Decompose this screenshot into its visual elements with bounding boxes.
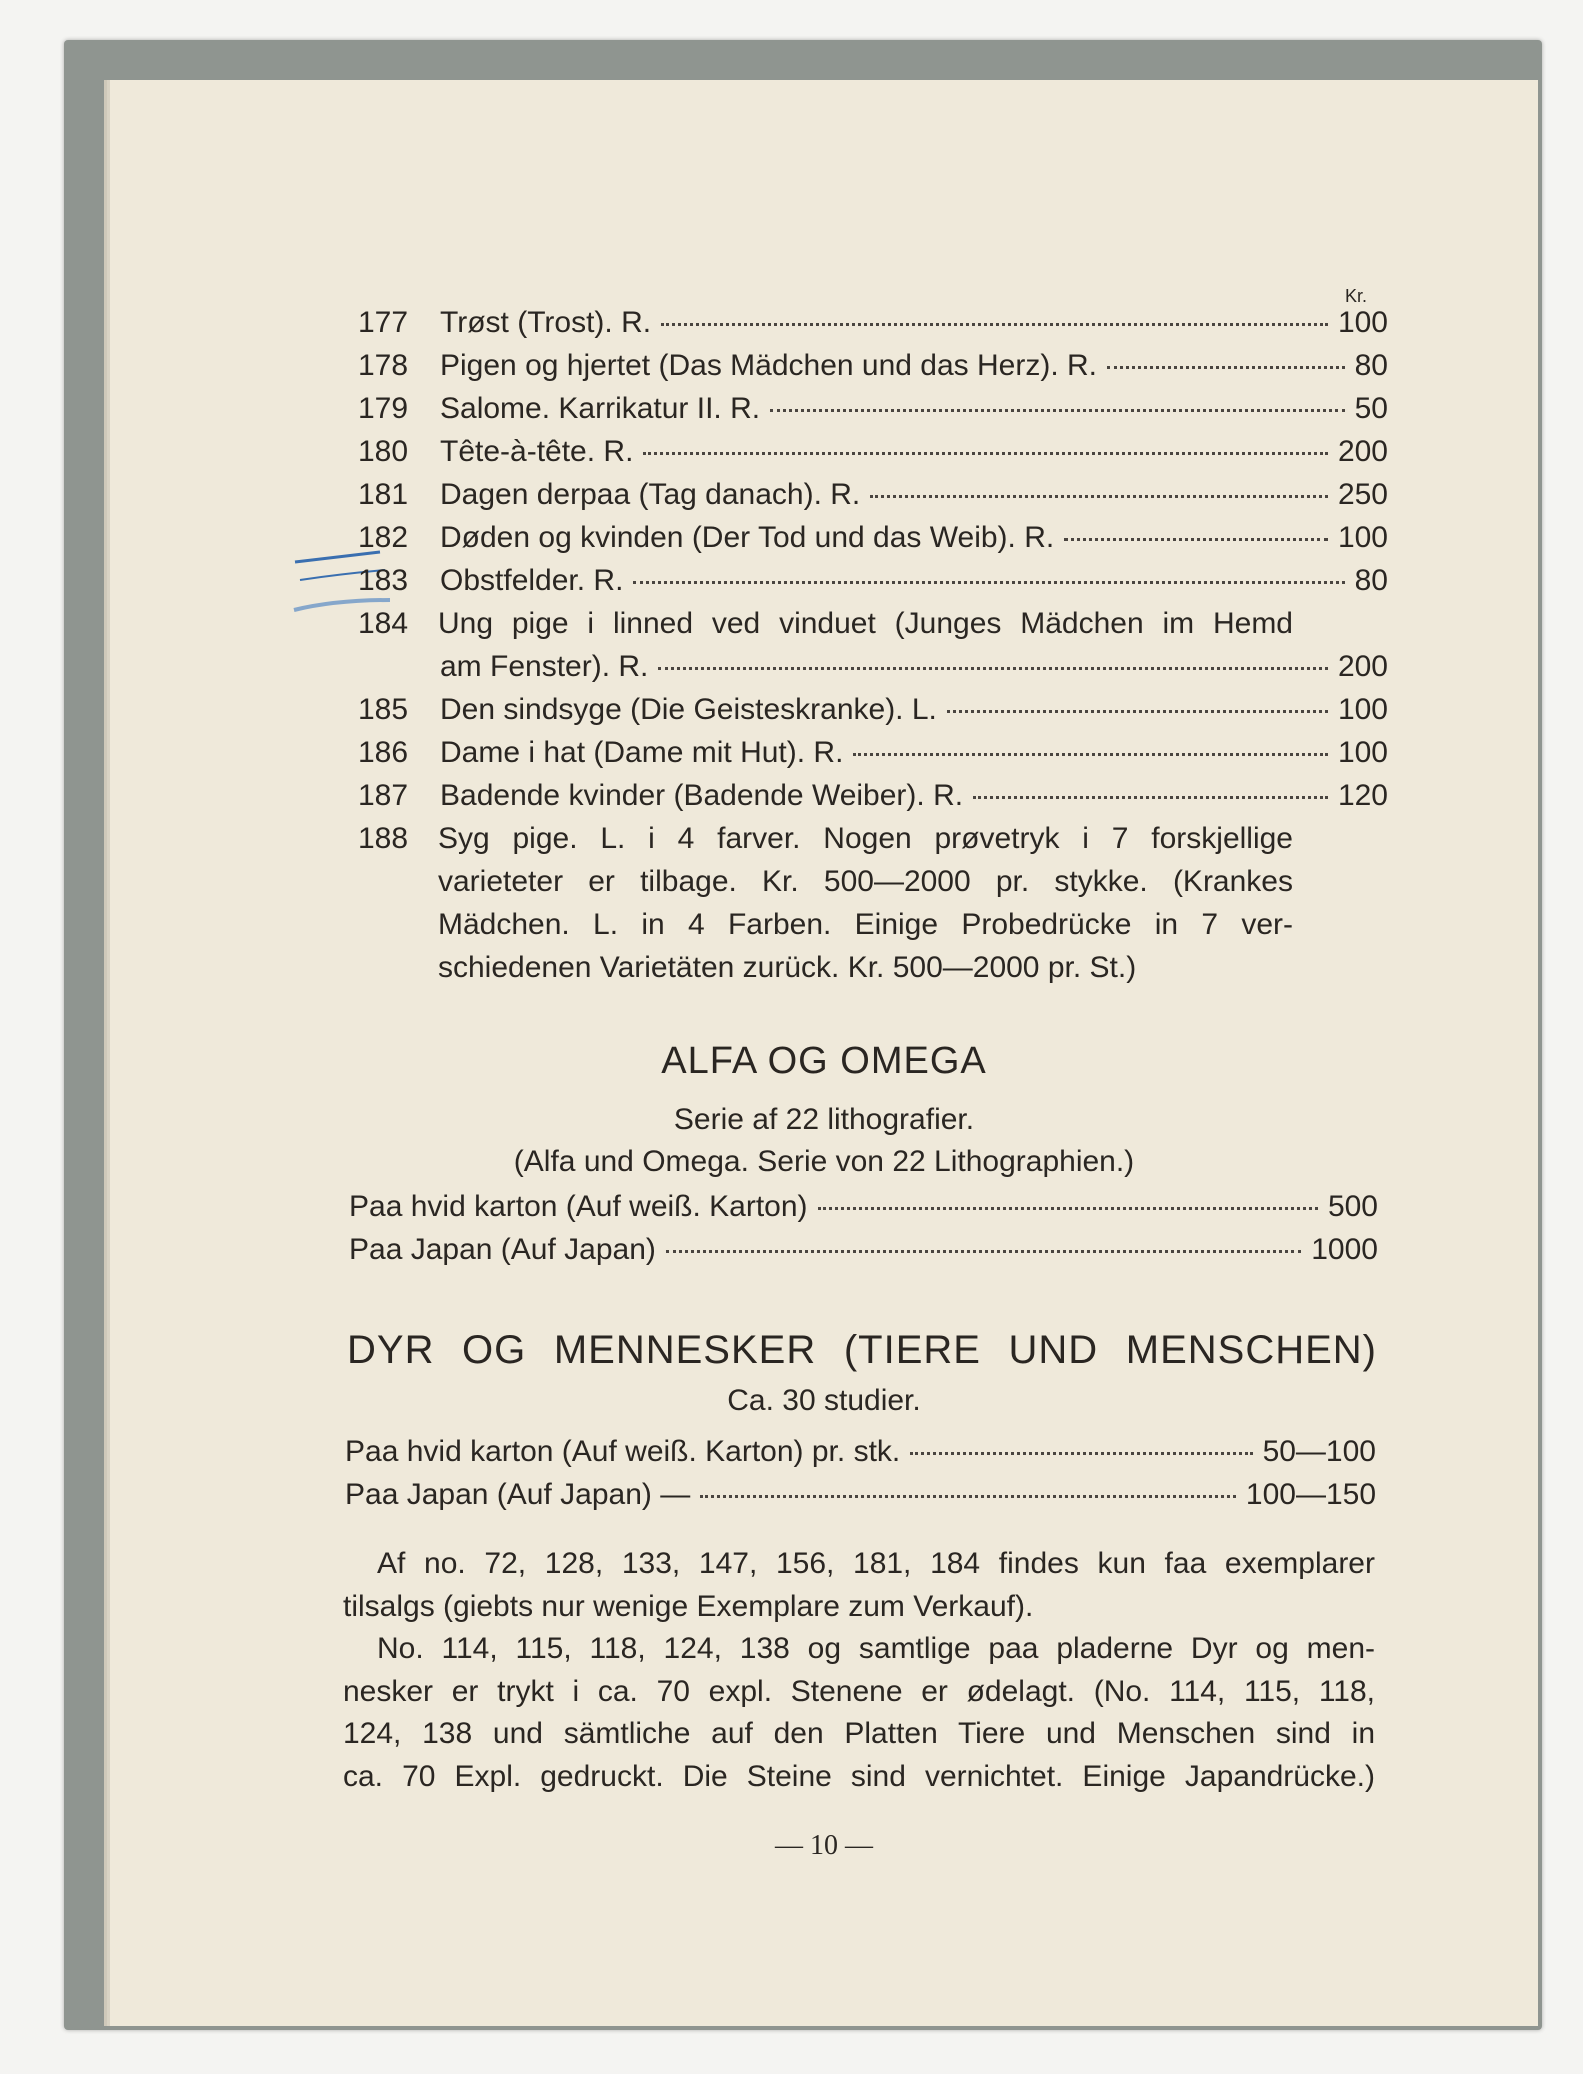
entry-number: 184 [358, 607, 409, 640]
entry-number: 186 [358, 736, 409, 769]
note-line: 124, 138 und sämtliche auf den Platten Tiere und Menschen sind in [343, 1717, 1375, 1750]
section-heading-alfa: ALFA OG OMEGA [661, 1040, 987, 1082]
entry-line-label: Obstfelder. R. [440, 564, 624, 597]
entry-number: 177 [358, 306, 409, 339]
dot-leader [870, 495, 1328, 498]
alfa-item [349, 1233, 1378, 1267]
entry-line [440, 650, 1388, 684]
entry-line-label: am Fenster). R. [440, 650, 649, 683]
entry-line [440, 779, 1388, 813]
note-line: No. 114, 115, 118, 124, 138 og samtlige paa pladerne Dyr og men- [377, 1632, 1375, 1665]
alfa-subtitle: Serie af 22 lithografier. [673, 1103, 975, 1136]
entry-line-price: 200 [1337, 650, 1388, 683]
dyr-item-price: 50—100 [1262, 1435, 1376, 1468]
entry-number: 179 [358, 392, 409, 425]
alfa-subtitle-de: (Alfa und Omega. Serie von 22 Lithographien.) [513, 1145, 1135, 1178]
entry-line [440, 521, 1388, 555]
entry-number: 187 [358, 779, 409, 812]
entry-number: 181 [358, 478, 409, 511]
dot-leader [661, 323, 1328, 326]
dot-leader [643, 452, 1328, 455]
entry-number: 188 [358, 822, 409, 855]
dot-leader [818, 1207, 1318, 1210]
entry-line-label: Den sindsyge (Die Geisteskranke). L. [440, 693, 937, 726]
entry-line-price: 100 [1337, 736, 1388, 769]
alfa-item-price: 500 [1327, 1190, 1378, 1223]
entry-line-label: Tête-à-tête. R. [440, 435, 634, 468]
dot-leader [947, 710, 1328, 713]
page-number: — 10 — [775, 1830, 873, 1861]
dyr-item-price: 100—150 [1245, 1478, 1376, 1511]
entry-line [440, 392, 1388, 426]
entry-line-price: 80 [1354, 349, 1388, 382]
entry-line [440, 478, 1388, 512]
entry-line-label: Salome. Karrikatur II. R. [440, 392, 761, 425]
section-heading-dyr: DYR OG MENNESKER (TIERE UND MENSCHEN) [347, 1328, 1377, 1372]
dot-leader [666, 1250, 1301, 1253]
alfa-item [349, 1190, 1378, 1224]
dyr-item-label: Paa hvid karton (Auf weiß. Karton) pr. stk. [345, 1435, 901, 1468]
dot-leader [700, 1495, 1236, 1498]
dot-leader [658, 667, 1328, 670]
entry-line-price: 50 [1354, 392, 1388, 425]
entry-line [440, 693, 1388, 727]
alfa-item-label: Paa Japan (Auf Japan) [349, 1233, 656, 1266]
entry-line-label: Badende kvinder (Badende Weiber). R. [440, 779, 964, 812]
alfa-item-price: 1000 [1311, 1233, 1378, 1266]
dot-leader [910, 1452, 1252, 1455]
entry-line-label: Dame i hat (Dame mit Hut). R. [440, 736, 844, 769]
dot-leader [770, 409, 1345, 412]
dyr-item [345, 1478, 1376, 1512]
entry-line: Ung pige i linned ved vinduet (Junges Mädchen im Hemd [438, 607, 1293, 640]
dot-leader [853, 753, 1328, 756]
entry-line [440, 435, 1388, 469]
entry-line-price: 250 [1337, 478, 1388, 511]
entry-line: varieteter er tilbage. Kr. 500—2000 pr. stykke. (Krankes [438, 865, 1293, 898]
entry-line [440, 736, 1388, 770]
entry-line-price: 120 [1337, 779, 1388, 812]
entry-line-label: Dagen derpaa (Tag danach). R. [440, 478, 861, 511]
entry-number: 183 [358, 564, 409, 597]
entry-line [440, 564, 1388, 598]
entry-number: 185 [358, 693, 409, 726]
note-line: Af no. 72, 128, 133, 147, 156, 181, 184 findes kun faa exemplarer [377, 1547, 1375, 1580]
entry-line-price: 100 [1337, 306, 1388, 339]
dot-leader [1064, 538, 1328, 541]
entry-line: Mädchen. L. in 4 Farben. Einige Probedrücke in 7 ver- [438, 908, 1293, 941]
currency-header: Kr. [1345, 286, 1368, 306]
entry-line [440, 349, 1388, 383]
dyr-item [345, 1435, 1376, 1469]
entry-line-label: Trøst (Trost). R. [440, 306, 652, 339]
dot-leader [973, 796, 1328, 799]
entry-line-label: Døden og kvinden (Der Tod und das Weib). R. [440, 521, 1055, 554]
entry-line-label: Pigen og hjertet (Das Mädchen und das Herz). R. [440, 349, 1097, 382]
alfa-item-label: Paa hvid karton (Auf weiß. Karton) [349, 1190, 808, 1223]
entry-number: 180 [358, 435, 409, 468]
entry-number: 182 [358, 521, 409, 554]
dyr-subtitle: Ca. 30 studier. [727, 1384, 921, 1417]
entry-number: 178 [358, 349, 409, 382]
entry-line: Syg pige. L. i 4 farver. Nogen prøvetryk i 7 forskjellige [438, 822, 1293, 855]
note-line: nesker er trykt i ca. 70 expl. Stenene er ødelagt. (No. 114, 115, 118, [343, 1674, 1375, 1708]
entry-line-price: 200 [1337, 435, 1388, 468]
entry-line [440, 306, 1388, 340]
note-line: ca. 70 Expl. gedruckt. Die Steine sind vernichtet. Einige Japandrücke.) [343, 1759, 1375, 1793]
dot-leader [633, 581, 1344, 584]
dyr-item-label: Paa Japan (Auf Japan) — [345, 1478, 691, 1511]
entry-line-price: 100 [1337, 693, 1388, 726]
entry-line-price: 80 [1354, 564, 1388, 597]
entry-line-price: 100 [1337, 521, 1388, 554]
dot-leader [1107, 366, 1345, 369]
